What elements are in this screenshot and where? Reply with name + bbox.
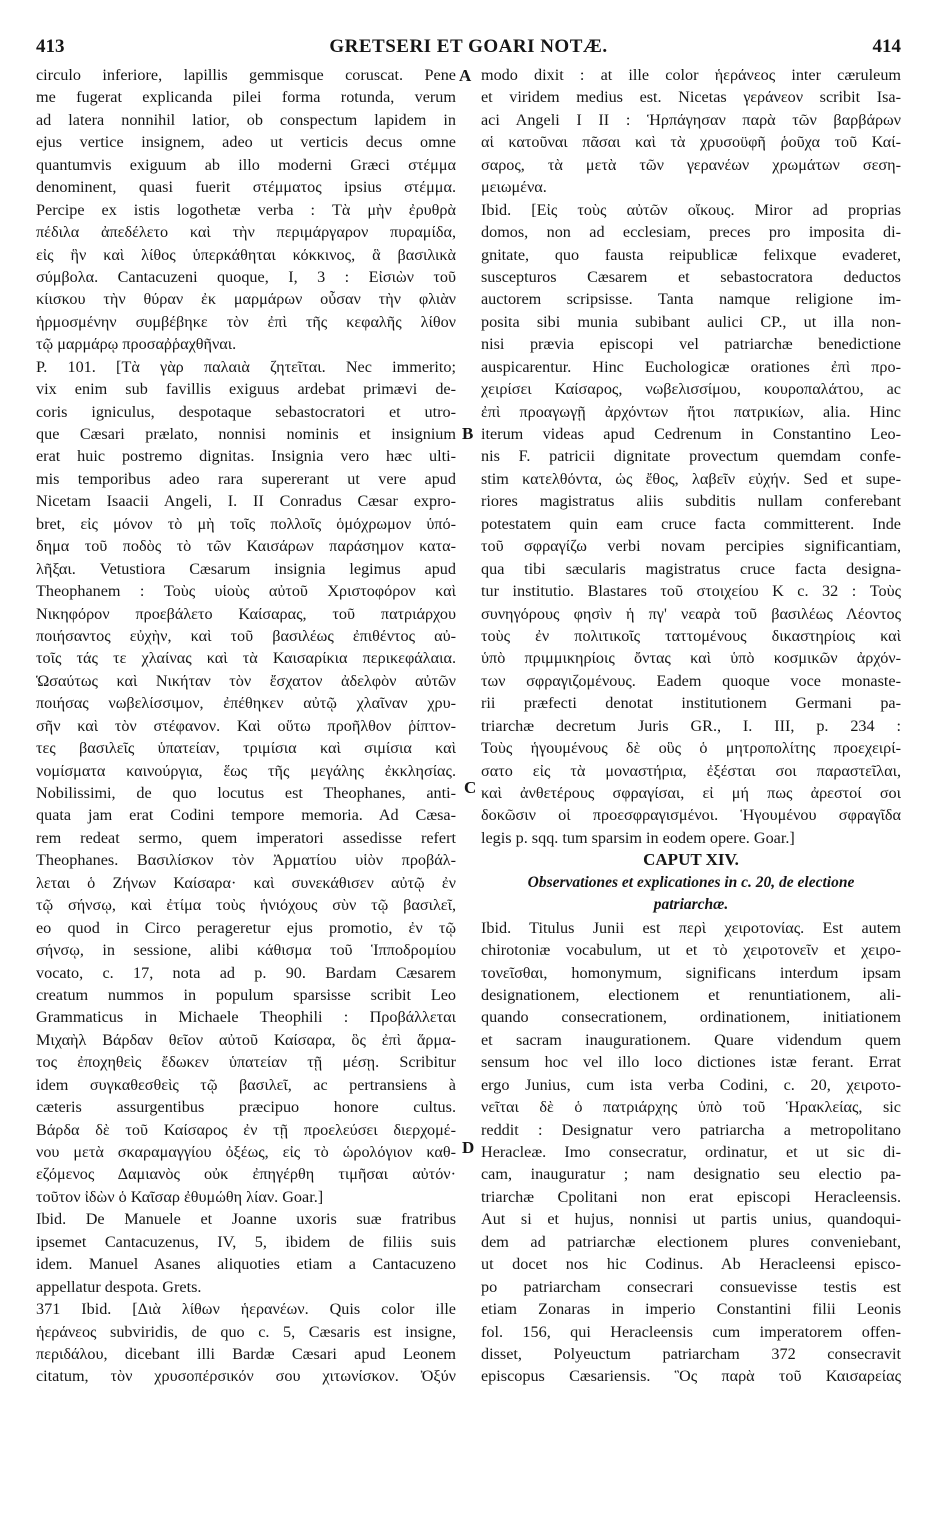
text-line: ὑπὸ πριμμικηρίοις ὄντας καὶ ὑπὸ κοσμικῶν ἀρχόν- xyxy=(481,649,901,668)
text-line: gnitate, quo fausta reipublicæ felixque evaderet, xyxy=(481,245,901,264)
text-line: dem ad patriarchæ electionem plures conveniebant, xyxy=(481,1232,901,1251)
text-line: δοκῶσιν οἱ προεσφραγισμένοι. Ἡγουμένου σφραγῖδα xyxy=(481,806,901,825)
text-line: chirotoniæ vocabulum, ut et τὸ χειροτονεῖν et χειρο- xyxy=(481,941,901,960)
text-line: εἰς ἣν καὶ λίθος ὑπερκάθηται κόκκινος, ἃ βασιλικὰ xyxy=(36,245,456,264)
text-line: λεται ὁ Ζήνων Καίσαρα· καὶ συνεκάθισεν αὐτῷ ἐν xyxy=(36,873,456,892)
text-line: τοῦ σφραγίζω verbi novam percipies significantiam, xyxy=(481,537,901,556)
text-line: quando consecrationem, ordinationem, initiationem xyxy=(481,1008,901,1027)
margin-marker-c: C xyxy=(464,778,477,797)
text-line: Grammaticus in Michaele Theophili : Προβάλλεται xyxy=(36,1008,456,1027)
text-line: χειρίσει Καίσαρος, νωβελισσίμου, κουροπαλάτου, ac xyxy=(481,380,901,399)
text-line: disset, Polyeuctum patriarcham 372 consecravit xyxy=(481,1344,901,1363)
page-number-right: 414 xyxy=(872,36,901,57)
text-line: qua tibi sæcularis magistratus cruce facta designa- xyxy=(481,559,901,578)
text-line: Μιχαὴλ Βάρδαν θεῖον αὐτοῦ Καίσαρα, ὃς ἐπὶ ἅρμα- xyxy=(36,1030,456,1049)
text-line: Τοὺς ἡγουμένους δὲ οὓς ὁ μητροπολίτης προεχειρί- xyxy=(481,739,901,758)
text-line: σύμβολα. Cantacuzeni quoque, I, 3 : Εἰσιὼν τοῦ xyxy=(36,267,456,286)
text-line: τοῦτον ἰδὼν ὁ Καῖσαρ ἐθυμώθη λίαν. Goar.] xyxy=(36,1187,324,1206)
text-line: designationem, electionem et renuntiationem, ali- xyxy=(481,985,901,1004)
text-line: Heracleæ. Imo consecratur, ordinatur, et ut sic di- xyxy=(481,1143,901,1161)
text-line: ποιήσαντος εὐχὴν, καὶ τοῦ βασιλέως ἐπιθέντος αὐ- xyxy=(36,626,456,645)
text-line: reddit : Designatur vero patriarcha a metropolitano xyxy=(481,1120,901,1139)
text-line: σῆν καὶ τὸν στέφανον. Καὶ οὕτω προῆλθον ῥίπτον- xyxy=(36,716,456,735)
text-line: συνηγόρους φησὶν ἡ πγ' νεαρὰ τοῦ βασιλέως Λέοντος xyxy=(481,604,901,623)
text-line: P. 101. [Τὰ γὰρ παλαιὰ ζητεῖται. Nec immerito; xyxy=(36,357,456,376)
text-line: τες βασιλεῖς ὑπατείαν, τριμίσια καὶ σιμίσια καὶ xyxy=(36,739,456,758)
text-line: episcopus Cæsariensis. Ὃς παρὰ τοῦ Καισαρείας xyxy=(481,1367,901,1386)
text-line: νεῖται δὲ ὁ πατριάρχης ὑπὸ τοῦ Ἡρακλείας, sic xyxy=(481,1098,901,1117)
text-line: νου μετὰ σκαραμαγγίου ὀξέως, εἰς τὸ ὡρολόγιον καθ- xyxy=(36,1143,456,1161)
text-line: ad latera nonnihil latior, ob conspectum lapidem in xyxy=(36,110,456,129)
text-line: Ibid. [Εἰς τοὺς αὐτῶν οἴκους. Miror ad proprias xyxy=(481,200,901,219)
text-line: idem συγκαθεσθεὶς τῷ βασιλεῖ, ac pertransiens à xyxy=(36,1075,456,1094)
text-line: νομίσματα καινούργια, ἕως τῆς μεγάλης ἐκκλησίας. xyxy=(36,761,456,780)
text-line: riores magistratus aliis subditis nullam conferebant xyxy=(481,492,901,511)
text-line: Νικηφόρον προεβάλετο Καίσαρας, τοῦ πατριάρχου xyxy=(36,604,456,623)
text-line: Nicetam Isaacii Angeli, I. II Conradus Cæsar expro- xyxy=(36,492,456,511)
text-line: citatum, τὸν χρυσοπέρσικόν σου χιτωνίσκον. Ὀξύν xyxy=(36,1367,456,1386)
text-line: Ὡσαύτως καὶ Νικήταν τὸν ἔσχατον ἀδελφὸν αὐτῶν xyxy=(36,671,456,690)
text-line: denominent, quasi fuerit στέμματος ipsius στέμμα. xyxy=(36,178,456,197)
text-line: posita sibi munia subibant aulici CP., ut illa non- xyxy=(481,312,901,331)
text-line: τονεῖσθαι, homonymum, significans interdum ipsam xyxy=(481,963,901,982)
text-line: μειωμένα. xyxy=(481,178,547,197)
text-line: auctorem scripsisse. Tanta namque religione im- xyxy=(481,290,901,309)
text-line: ποιήσας νωβελίσσιμον, ἐπέθηκεν αὐτῷ χλαῖναν χρυ- xyxy=(36,694,456,713)
text-line: ut docet nos hic Codinus. Ab Heracleensi episco- xyxy=(481,1255,901,1274)
text-line: aci Angeli I II : Ἡρπάγησαν παρὰ τῶν βαρβάρων xyxy=(481,110,901,129)
text-line: δημα τοῦ ποδὸς τὸ τῶν Καισάρων παράσημον κατα- xyxy=(36,537,456,556)
text-line: erat huic postremo dignitas. Insignia vero hæc ulti- xyxy=(36,447,456,466)
text-line: quata jam erat Codini tempore memoria. Ad Cæsa- xyxy=(36,806,456,825)
text-line: po patriarcham consecrari consuevisse testis est xyxy=(481,1277,901,1296)
text-line: rem redeat sermo, quem imperatori assedisse refert xyxy=(36,828,456,847)
text-line: appellatur despota. Grets. xyxy=(36,1277,202,1296)
text-line: domos, non ad ecclesiam, preces pro imposita di- xyxy=(481,223,901,242)
text-line: eo quod in Circo perageretur ejus promotio, ἐν τῷ xyxy=(36,918,456,937)
text-line: idem. Manuel Asanes aliquoties etiam a Cantacuzeno xyxy=(36,1255,456,1274)
text-line: creatum nummos in populum sparsisse scribit Leo xyxy=(36,985,456,1004)
text-line: λῆξαι. Vetustiora Cæsarum insignia legimus apud xyxy=(36,559,456,578)
margin-marker-d: D xyxy=(462,1138,475,1157)
left-column xyxy=(36,64,456,1388)
text-line: quantumvis exiguum ab illo moderni Græci στέμμα xyxy=(36,155,456,174)
text-line: Βάρδα δὲ τοῦ Καίσαρος ἐν τῇ προελεύσει διερχομέ- xyxy=(36,1120,456,1139)
text-line: rii præfecti denotat institutionem Germani pa- xyxy=(481,694,901,713)
text-line: iterum videas apud Cedrenum in Constantino Leo- xyxy=(481,425,901,443)
text-line: Ibid. Titulus Junii est περὶ χειροτονίας. Est autem xyxy=(481,918,901,937)
text-line: τῷ μαρμάρῳ προσαῤῥαχθῆναι. xyxy=(36,335,237,354)
text-line: Theophanem : Τοὺς υἱοὺς αὐτοῦ Χριστοφόρον καὶ xyxy=(36,582,456,601)
text-line: εζόμενος Δαμιανὸς οὐκ ἐπηγέρθη τιμῆσαι αὐτόν· xyxy=(36,1165,456,1184)
page-header xyxy=(36,36,901,66)
text-line: ἡεράνεος subviridis, de quo c. 5, Cæsaris est insigne, xyxy=(36,1322,456,1341)
text-line: patriarchæ. xyxy=(653,896,729,914)
text-line: Observationes et explicationes in c. 20, de electione xyxy=(527,873,855,891)
text-line: ἐπὶ προαγωγῇ ἀρχόντων ἤτοι πατρικίων, alia. Hinc xyxy=(481,402,901,421)
text-line: sensum hoc vel illo loco dictiones istæ ferant. Errat xyxy=(481,1053,901,1072)
text-line: κίισκου τὴν θύραν ἐκ μαρμάρων οὖσαν τὴν φλιὰν xyxy=(36,290,456,309)
text-line: σατο εἰς τὰ μοναστήρια, ἐξέσται σοι παραστεῖλαι, xyxy=(481,761,901,780)
text-line: vix enim sub favillis exiguus ardebat primævi de- xyxy=(36,380,456,399)
text-line: mis temporibus adeo rara supererant ut vere apud xyxy=(36,469,456,488)
text-line: circulo inferiore, lapillis gemmisque coruscat. Pene xyxy=(36,66,456,84)
text-line: καὶ ἀνθετέρους σφραγίσαι, εἰ μή πως ἀρεστοί σοι xyxy=(481,784,901,802)
text-line: potestatem quin eam cruce facta committerent. Inde xyxy=(481,514,901,533)
text-line: que Cæsari prælato, nonnisi nominis et insignium xyxy=(36,425,456,443)
text-line: etiam Zonaras in imperio Constantini filii Leonis xyxy=(481,1300,901,1319)
text-line: τοῖς τάς τε χλαίνας καὶ τὰ Καισαρίκια περικεφάλαια. xyxy=(36,649,456,668)
text-line: nisi prævia episcopi vel patriarchæ benedictione xyxy=(481,335,901,354)
text-line: triarchæ Cpolitani non erat episcopi Heracleensis. xyxy=(481,1187,901,1206)
margin-marker-a: A xyxy=(459,66,472,85)
text-line: et viridem medius est. Nicetas γεράνεον scribit Isa- xyxy=(481,88,901,107)
text-line: σήνσῳ, in sessione, alibi κάθισμα τοῦ Ἱπποδρομίου xyxy=(36,941,456,960)
text-line: ejus vertice insignem, adeo ut verticis decus omne xyxy=(36,133,456,152)
text-line: me fugerat explicanda pilei forma rotunda, verum xyxy=(36,88,456,107)
text-line: Ibid. De Manuele et Joanne uxoris suæ fratribus xyxy=(36,1210,456,1229)
right-column xyxy=(481,64,901,1388)
text-line: auspicarentur. Hinc Euchologicæ orationes ἐπὶ προ- xyxy=(481,357,901,376)
text-line: cam, inauguratur ; nam designatio seu electio pa- xyxy=(481,1165,901,1184)
text-line: Nobilissimi, de quo locutus est Theophanes, anti- xyxy=(36,784,456,802)
text-line: tur institutio. Blastares τοῦ στοιχείου K c. 32 : Τοὺς xyxy=(481,582,901,601)
text-line: fol. 156, qui Heracleensis cum imperatorem offen- xyxy=(481,1322,901,1341)
text-line: τῷ σήνσῳ, καὶ ἐτίμα τοὺς ἡνιόχους σὺν τῷ βασιλεῖ, xyxy=(36,896,456,915)
text-line: τος ἐποχηθεὶς ἔδωκεν ὑπατείαν τῇ μέσῃ. Scribitur xyxy=(36,1053,456,1072)
text-line: CAPUT XIV. xyxy=(643,850,739,870)
text-line: ipsemet Cantacuzenus, IV, 5, ibidem de filiis suis xyxy=(36,1232,456,1251)
text-line: τοὺς ἐν πολιτικοῖς ταττομένους δικαστηρίοις καὶ xyxy=(481,626,901,645)
running-title: GRETSERI ET GOARI NOTÆ. xyxy=(329,36,608,57)
text-line: σαρος, τὰ μετὰ τῶν γερανέων χρωμάτων σεση- xyxy=(481,155,901,174)
text-line: vocato, c. 17, nota ad p. 90. Bardam Cæsarem xyxy=(36,963,456,982)
text-line: nis F. patricii dignitate provectum quemdam confe- xyxy=(481,447,901,466)
text-line: περιδάλου, dicebant illi Bardæ Cæsari apud Leonem xyxy=(36,1344,456,1363)
text-line: ergo Junius, cum ista verba Codini, c. 20, χειροτο- xyxy=(481,1075,901,1094)
text-line: των σφραγιζομένους. Eadem quoque voce monaste- xyxy=(481,671,901,690)
text-line: suscepturos Cæsarem et sebastocratora deductos xyxy=(481,267,901,286)
page-number-left: 413 xyxy=(36,36,65,57)
text-line: ἡρμοσμένην συμβέβηκε τὸν ἐπὶ τῆς κεφαλῆς λίθον xyxy=(36,312,456,331)
text-line: coris igniculus, despotaque sebastocratori et utro- xyxy=(36,402,456,421)
text-line: et sacram inaugurationem. Quare videndum quem xyxy=(481,1030,901,1049)
text-line: Percipe ex istis logothetæ verba : Τὰ μὴν ἐρυθρὰ xyxy=(36,200,456,219)
text-line: Theophanes. Βασιλίσκον τὸν Ἀρματίου υἱὸν προβάλ- xyxy=(36,851,456,870)
text-line: Aut si et hujus, nonnisi ut partis unius, quandoqui- xyxy=(481,1210,901,1229)
text-line: stim κατελθόντα, ὡς ἔθος, λαβεῖν εὐχήν. Sed et supe- xyxy=(481,469,901,488)
text-line: modo dixit : at ille color ἡεράνεος inter cæruleum xyxy=(481,66,901,84)
text-line: cæteris assurgentibus præcipuo honore cultus. xyxy=(36,1098,456,1117)
text-line: legis p. sqq. tum sparsim in eodem opere. Goar.] xyxy=(481,828,795,847)
margin-marker-b: B xyxy=(462,424,474,443)
text-line: triarchæ decretum Juris GR., I. III, p. 234 : xyxy=(481,716,901,735)
text-line: 371 Ibid. [Διὰ λίθων ἡερανέων. Quis color ille xyxy=(36,1300,456,1319)
text-line: bret, εἰς μόνον τὸ μὴ τοῖς πολλοῖς ὁμόχρωμον ὑπό- xyxy=(36,514,456,533)
text-line: πέδιλα ἀπεδέλετο καὶ τὴν περιμάργαρον πυραμίδα, xyxy=(36,223,456,242)
text-line: αἱ κατοῦναι πᾶσαι καὶ τὰ χρυσοϋφῆ ῥοῦχα τοῦ Καί- xyxy=(481,133,901,152)
